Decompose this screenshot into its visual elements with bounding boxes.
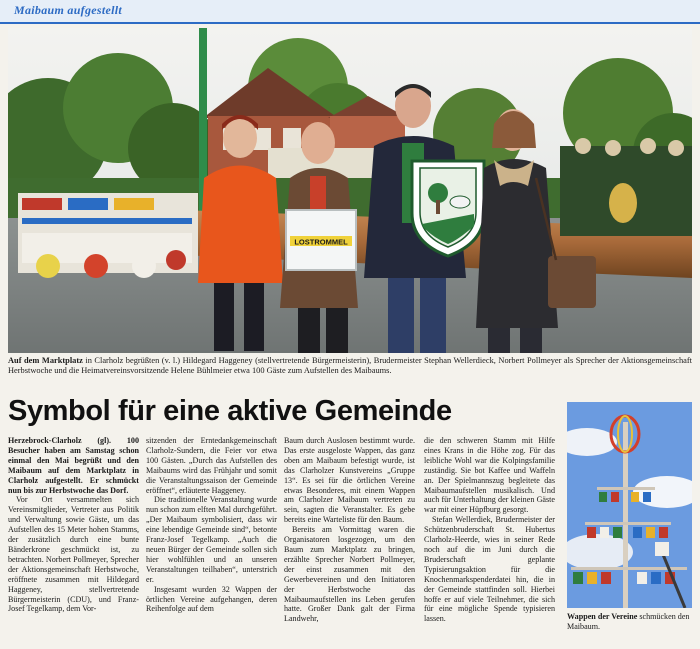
article-paragraph: Bereits am Vormittag waren die Organisatoren losgezogen, um den Baum zum Marktplatz zu bringen, erzählte Sprecher Norbert Pollmeyer, der einst zusammen mit den Gewerbevereinen und den Initiatoren der Herbstwoche das Maibaumaufstellen ins Leben gerufen hatte. Großer Dank galt der Firma Landwehr, <box>284 525 415 624</box>
section-rubric: Maibaum aufgestellt <box>14 3 123 17</box>
caption-lead: Auf dem Marktplatz <box>8 356 83 365</box>
article-paragraph: Baum durch Auslosen bestimmt wurde. Das erste ausgeloste Wappen, das ganz oben am Maibaum befestigt wurde, ist das Clarholzer Kunstvereins „Gruppe 13“. Es sei für die örtlichen Vereine etwas Besonderes, mit einem Wappen am Clarholzer Maibaum vertreten zu sein, sagten die Veranstalter. Es gebe bereits eine Warteliste für den Baum. <box>284 436 415 525</box>
article-paragraph: Die traditionelle Veranstaltung wurde nun schon zum elften Mal durchgeführt. „Der Maibaum symbolisiert, dass wir eine lebendige Gemeinde sind“, betonte Franz-Josef Tegelkamp. „Auch die neuen Bürger der Gemeinde sollen sich hier wohlfühlen und an unseren Veranstaltungen teilhaben“, unterstrich er. <box>146 495 277 584</box>
section-header-bar <box>0 0 700 24</box>
article-column-2 <box>146 436 277 614</box>
box-label: LOSTROMMEL <box>294 237 348 247</box>
side-caption-lead: Wappen der Vereine <box>567 612 638 621</box>
article-column-4 <box>424 436 555 624</box>
side-photo-caption <box>567 612 692 632</box>
article-paragraph: die den schweren Stamm mit Hilfe eines Krans in die Höhe zog. Für das leibliche Wohl war die Kolpingsfamilie zuständig. Sie bot Kaffee und Waffeln an. Der Spielmannszug begleitete das Maibaumaufstellen musikalisch. Und auch für Unterhaltung der kleinen Gäste war mit einer Hüpfburg gesorgt. <box>424 436 555 515</box>
article-headline: Symbol für eine aktive Gemeinde <box>8 395 452 427</box>
article-paragraph: Stefan Wellerdiek, Brudermeister der Schützenbruderschaft St. Hubertus Clarholz-Heerde, wies in seiner Rede noch auf die im Juni durch die Bruderschaft geplante Typisierungsaktion für die Knochenmarkspenderdatei hin, die in der Gemeinde stattfinden soll. Hierbei hoffe er auf viele Teilnehmer, die sich für eine mögliche Spende typisieren lassen. <box>424 515 555 624</box>
article-column-3 <box>284 436 415 624</box>
maypole-photo <box>567 402 692 608</box>
article-column-1 <box>8 436 139 614</box>
side-caption-text: schmücken den Maibaum. <box>567 612 690 631</box>
article-paragraph: Vor Ort versammelten sich Vereinsmitglieder, Vertreter aus Politik und Verwaltung sowie Gäste, um das Aufstellen des 15 Meter hohen Stamms, der zusätzlich durch eine bunte Bänderkrone geschmückt ist, zu betrachten. Norbert Pollmeyer, Sprecher der Aktionsgemeinschaft Herbstwoche, eröffnete zusammen mit Hildegard Haggeney, stellvertretende Bürgermeisterin (CDU), und Franz-Josef Tegelkamp, dem Vor- <box>8 495 139 614</box>
caption-text: in Clarholz begrüßten (v. l.) Hildegard Haggeney (stellvertretende Bürgermeisterin), Brudermeister Stephan Wellerdieck, Norbert Pollmeyer als Sprecher der Aktionsgemeinschaft Herbstwoche und die Heimatvereinsvorsitzende Helene Bühlmeier etwa 100 Gäste zum Aufstellen des Maibaums. <box>8 356 692 376</box>
article-lead: Herzebrock-Clarholz (gl). 100 Besucher haben am Samstag schon einmal den Mai begrüßt und den Maibaum auf dem Marktplatz in Clarholz aufgestellt. Er schmückt nun bis zur Herbstwoche das Dorf. <box>8 436 139 495</box>
main-photo <box>8 28 692 353</box>
article-paragraph: Insgesamt wurden 32 Wappen der örtlichen Vereine aufgehangen, deren Reihenfolge auf dem <box>146 584 277 614</box>
photo-caption <box>8 356 692 376</box>
article-paragraph: sitzenden der Erntedankgemeinschaft Clarholz-Sundern, die Feier vor etwa 100 Gästen. „Durch das Aufstellen des Maibaums wird das Frühjahr und somit die Veranstaltungssaison der Gemeinde eröffnet“, erläuterte Haggeney. <box>146 436 277 495</box>
